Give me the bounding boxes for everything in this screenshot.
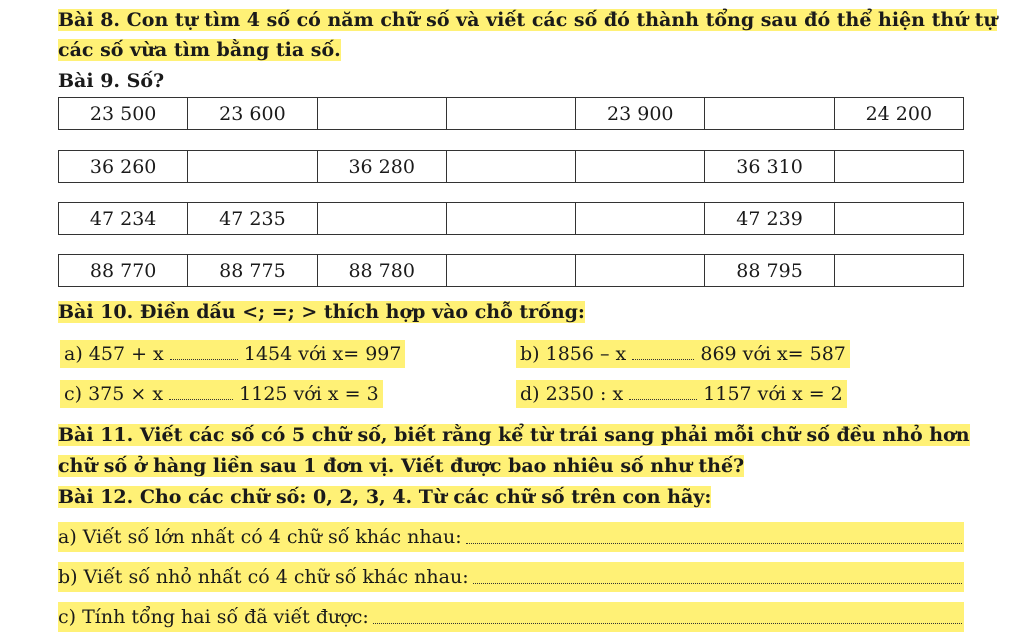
bai12-title — [58, 483, 711, 511]
cell: 24 200 — [834, 98, 963, 130]
cell: 47 239 — [705, 203, 834, 235]
cell — [834, 203, 963, 235]
compare-c — [60, 380, 383, 408]
cell: 88 770 — [59, 255, 188, 287]
compare-c-right: 1125 với x = 3 — [239, 383, 379, 405]
blank[interactable] — [632, 351, 694, 360]
compare-b-right: 869 với x= 587 — [700, 343, 846, 365]
number-row-2 — [58, 150, 964, 183]
number-row-4 — [58, 254, 964, 287]
compare-c-left: c) 375 × x — [64, 383, 164, 405]
bai12-b-text: b) Viết số nhỏ nhất có 4 chữ số khác nhau: — [58, 566, 469, 588]
bai10-title-text: Bài 10. Điền dấu <; =; > thích hợp vào chỗ trống: — [58, 301, 585, 323]
bai12-a-text: a) Viết số lớn nhất có 4 chữ số khác nhau: — [58, 526, 462, 548]
bai8-line2-text: các số vừa tìm bằng tia số. — [58, 39, 341, 61]
cell: 88 775 — [188, 255, 317, 287]
bai12-b — [58, 562, 964, 592]
cell: 88 780 — [317, 255, 446, 287]
bai12-c-text: c) Tính tổng hai số đã viết được: — [58, 606, 369, 628]
blank[interactable] — [170, 351, 238, 360]
bai8-line1-text: Bài 8. Con tự tìm 4 số có năm chữ số và viết các số đó thành tổng sau đó thể hiện thứ tự — [58, 9, 998, 31]
answer-line-c[interactable] — [373, 602, 962, 624]
cell — [576, 255, 705, 287]
blank[interactable] — [629, 391, 697, 400]
cell: 47 234 — [59, 203, 188, 235]
blank[interactable] — [169, 391, 233, 400]
compare-b — [516, 340, 850, 368]
cell: 23 600 — [188, 98, 317, 130]
bai11-line1-text: Bài 11. Viết các số có 5 chữ số, biết rằng kể từ trái sang phải mỗi chữ số đều nhỏ hơn — [58, 424, 970, 446]
bai12-a — [58, 522, 964, 552]
cell — [317, 203, 446, 235]
compare-d — [516, 380, 847, 408]
answer-line-a[interactable] — [466, 522, 962, 544]
compare-a — [60, 340, 405, 368]
bai11-line2 — [58, 452, 744, 480]
cell: 36 310 — [705, 151, 834, 183]
cell: 36 260 — [59, 151, 188, 183]
cell — [446, 151, 575, 183]
number-row-3 — [58, 202, 964, 235]
compare-a-right: 1454 với x= 997 — [243, 343, 402, 365]
cell — [576, 203, 705, 235]
cell: 36 280 — [317, 151, 446, 183]
bai9-title-text: Bài 9. Số? — [58, 70, 165, 92]
number-row-1 — [58, 97, 964, 130]
cell — [446, 98, 575, 130]
bai11-line2-text: chữ số ở hàng liền sau 1 đơn vị. Viết được bao nhiêu số như thế? — [58, 455, 745, 477]
cell — [446, 255, 575, 287]
cell: 23 900 — [576, 98, 705, 130]
compare-a-left: a) 457 + x — [64, 343, 164, 365]
answer-line-b[interactable] — [473, 562, 962, 584]
cell: 88 795 — [705, 255, 834, 287]
cell — [834, 255, 963, 287]
bai8-line1 — [58, 6, 997, 34]
cell — [705, 98, 834, 130]
bai12-c — [58, 602, 964, 632]
bai10-title — [58, 298, 585, 326]
bai12-title-text: Bài 12. Cho các chữ số: 0, 2, 3, 4. Từ các chữ số trên con hãy: — [58, 486, 712, 508]
bai11-line1 — [58, 421, 970, 449]
compare-b-left: b) 1856 – x — [520, 343, 627, 365]
cell — [317, 98, 446, 130]
cell — [188, 151, 317, 183]
cell — [446, 203, 575, 235]
bai8-line2 — [58, 36, 341, 64]
compare-d-left: d) 2350 : x — [520, 383, 624, 405]
cell: 23 500 — [59, 98, 188, 130]
cell — [576, 151, 705, 183]
cell — [834, 151, 963, 183]
cell: 47 235 — [188, 203, 317, 235]
compare-d-right: 1157 với x = 2 — [703, 383, 843, 405]
bai9-title — [58, 67, 164, 95]
